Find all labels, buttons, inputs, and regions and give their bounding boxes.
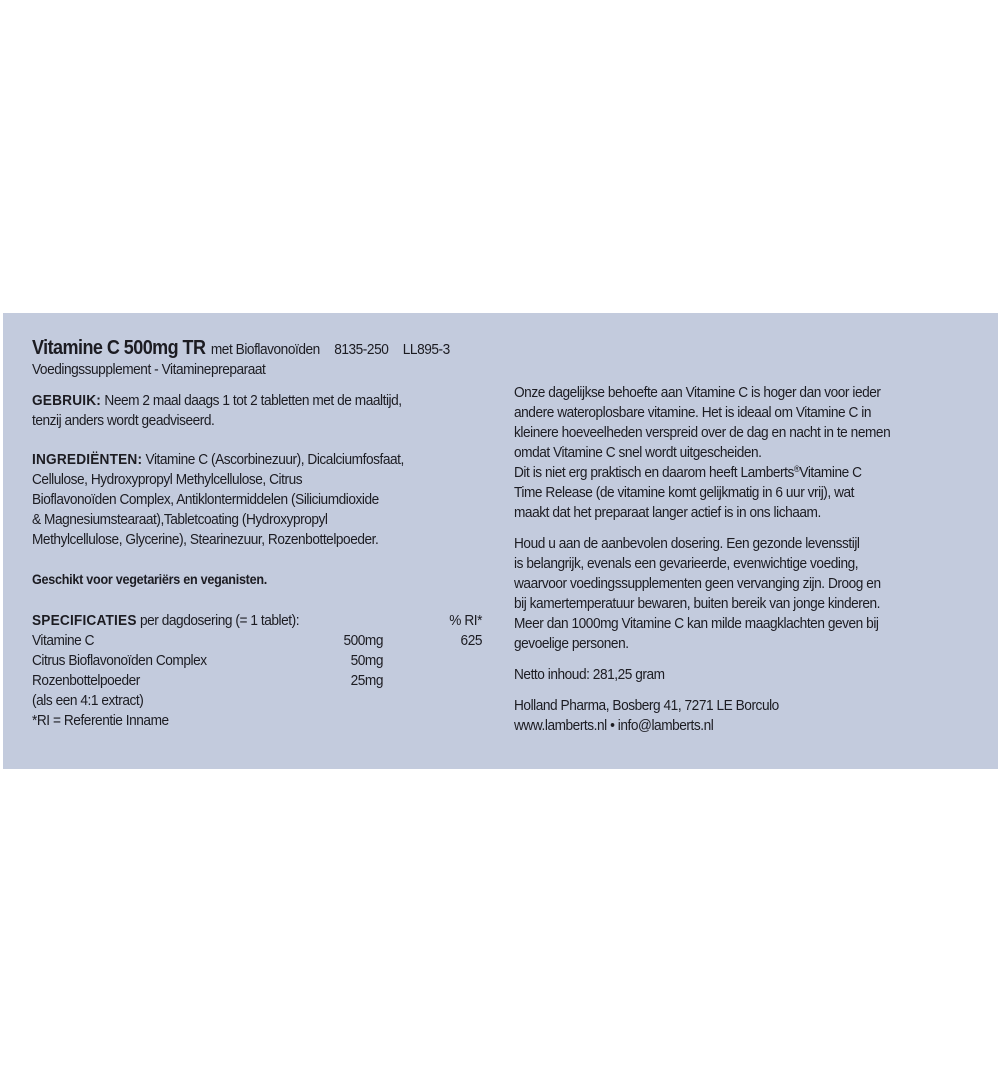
usage-text-2: tenzij anders wordt geadviseerd. [32,412,215,429]
contact-section [514,696,937,736]
left-column [32,338,502,731]
product-code: 8135-250 [334,341,389,358]
extract-note: (als een 4:1 extract) [32,692,144,709]
lot-code: LL895-3 [402,341,450,358]
product-category: Voedingssupplement - Vitaminepreparaat [32,361,266,378]
ingredients-text-2: Cellulose, Hydroxypropyl Methylcellulose, Citrus [32,471,303,488]
advice-line: is belangrijk, evenals een gevarieerde, evenwichtige voeding, [514,555,859,572]
advice-line: gevoelige personen. [514,635,629,652]
spec-row-name: Rozenbottelpoeder [32,672,140,689]
product-subtitle: met Bioflavonoïden [210,341,320,358]
description-line: Onze dagelijkse behoefte aan Vitamine C is hoger dan voor ieder [514,384,881,401]
description-section [514,383,937,523]
spec-row-name: Citrus Bioflavonoïden Complex [32,652,207,669]
specifications-section [32,611,482,731]
advice-section [514,534,937,654]
description-line [514,463,937,483]
vegan-note: Geschikt voor vegetariërs en veganisten. [32,571,268,587]
spec-row-name: Vitamine C [32,632,95,649]
spec-row-ri [383,651,482,671]
advice-line: Houd u aan de aanbevolen dosering. Een gezonde levensstijl [514,535,860,552]
ingredients-label: INGREDIËNTEN: [32,451,143,468]
registered-mark: ® [793,464,800,474]
ingredients-text-4: & Magnesiumstearaat),Tabletcoating (Hydroxypropyl [32,511,328,528]
spec-label: SPECIFICATIES [32,612,137,629]
description-line: maakt dat het preparaat langer actief is in ons lichaam. [514,504,821,521]
description-line: andere wateroplosbare vitamine. Het is ideaal om Vitamine C in [514,404,872,421]
spec-row-amount: 50mg [350,652,383,669]
description-line-5b: Vitamine C [799,464,862,481]
description-line: omdat Vitamine C snel wordt uitgescheiden. [514,444,762,461]
product-name: Vitamine C 500mg TR [32,337,206,359]
advice-line: bij kamertemperatuur bewaren, buiten bereik van jonge kinderen. [514,595,881,612]
usage-section [32,391,455,431]
description-line-5a: Dit is niet erg praktisch en daarom heeft Lamberts [514,464,794,481]
description-line: Time Release (de vitamine komt gelijkmatig in 6 uur vrij), wat [514,484,855,501]
spec-per-dose: per dagdosering (= 1 tablet): [139,612,300,629]
ingredients-section [32,450,455,550]
ingredients-text-3: Bioflavonoïden Complex, Antiklontermiddelen (Siliciumdioxide [32,491,379,508]
product-label-panel [3,313,998,769]
spec-row [32,671,482,691]
net-content: Netto inhoud: 281,25 gram [514,666,665,683]
company-web-email: www.lamberts.nl • info@lamberts.nl [514,717,714,734]
spec-row-ri: 625 [460,632,482,649]
spec-row-amount: 500mg [343,632,383,649]
product-title-line [32,338,455,360]
right-column [514,383,984,736]
spec-row [32,651,482,671]
specifications-table [32,611,482,691]
spec-header-row [32,611,482,631]
spec-row-ri [383,671,482,691]
spec-row [32,631,482,651]
description-line: kleinere hoeveelheden verspreid over de dag en nacht in te nemen [514,424,891,441]
ri-header: % RI* [449,612,482,629]
ingredients-text-1: Vitamine C (Ascorbinezuur), Dicalciumfosfaat, [145,451,404,468]
advice-line: Meer dan 1000mg Vitamine C kan milde maagklachten geven bij [514,615,879,632]
ingredients-text-5: Methylcellulose, Glycerine), Stearinezuur, Rozenbottelpoeder. [32,531,379,548]
company-address: Holland Pharma, Bosberg 41, 7271 LE Borculo [514,697,779,714]
usage-label: GEBRUIK: [32,392,102,409]
usage-text-1: Neem 2 maal daags 1 tot 2 tabletten met de maaltijd, [104,392,402,409]
ri-footnote: *RI = Referentie Inname [32,712,169,729]
advice-line: waarvoor voedingssupplementen geen vervanging zijn. Droog en [514,575,881,592]
spec-row-amount: 25mg [350,672,383,689]
